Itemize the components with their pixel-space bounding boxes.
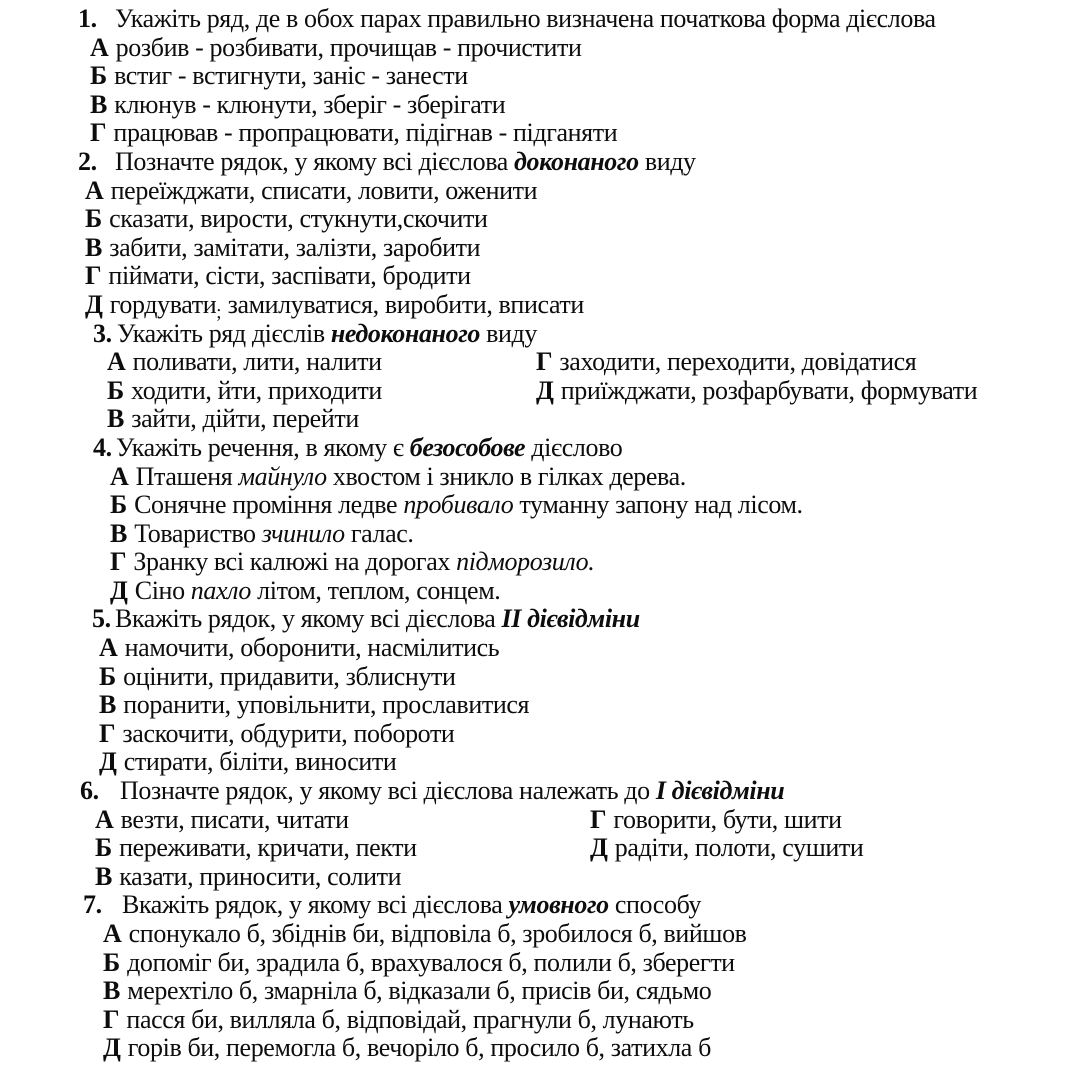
text-segment: поливати, лити, налити: [132, 347, 382, 377]
question-title: [116, 433, 622, 462]
text-segment: І дієвідміни: [655, 776, 785, 806]
option-text: [561, 376, 977, 405]
option-letter: А: [107, 347, 126, 377]
option-letter: Б: [110, 490, 127, 520]
text-segment: Позначте рядок, у якому всі дієслова: [115, 146, 515, 176]
text-segment: Сонячне проміння ледве: [134, 490, 404, 520]
option-text: [109, 233, 480, 262]
option-letter: Д: [536, 375, 554, 405]
option-letter: Б: [85, 204, 102, 234]
text-segment: намочити, оборонити, насмілитись: [124, 633, 500, 663]
text-segment: переїжджати, списати, ловити, оженити: [110, 175, 538, 205]
text-segment: встиг - встигнути, заніс - занести: [114, 61, 468, 91]
option-text: [126, 1005, 693, 1034]
text-segment: Вкажіть рядок, у якому всі дієслова: [122, 890, 509, 920]
option-А: [95, 806, 590, 835]
option-letter: А: [90, 32, 109, 62]
option-letter: Г: [99, 718, 116, 748]
option-Д: [0, 748, 1078, 777]
option-Д: [590, 834, 1078, 863]
option-text: [133, 347, 382, 376]
question-number: 3.: [93, 318, 112, 348]
question-heading: [0, 320, 1078, 349]
option-А: [0, 463, 1078, 492]
option-Б: [0, 491, 1078, 520]
text-segment: Товариство: [134, 518, 262, 548]
option-letter: В: [90, 89, 107, 119]
text-segment: заходити, переходити, довідатися: [559, 347, 917, 377]
text-segment: забити, замітати, залізти, заробити: [109, 232, 481, 262]
option-letter: Г: [90, 118, 107, 148]
text-segment: радіти, полоти, сушити: [614, 833, 864, 863]
option-Б: [0, 62, 1078, 91]
option-В: [0, 520, 1078, 549]
option-text: [114, 90, 505, 119]
text-segment: везти, писати, читати: [120, 804, 349, 834]
text-segment: доконаного: [514, 146, 639, 176]
option-Г: [536, 348, 1078, 377]
option-text: [613, 805, 841, 834]
text-segment: Зранку всі калюжі на дорогах: [133, 547, 457, 577]
option-letter: Г: [110, 547, 127, 577]
question-title: [122, 890, 701, 919]
option-letter: В: [99, 690, 116, 720]
question-heading: [0, 777, 1078, 806]
question-heading: [0, 434, 1078, 463]
text-segment: умовного: [508, 890, 609, 920]
text-segment: Укажіть ряд дієслів: [117, 318, 331, 348]
option-А: [0, 34, 1078, 63]
option-А: [0, 634, 1078, 663]
option-text: [127, 948, 735, 977]
text-segment: допоміг би, зрадила б, врахувалося б, полили б, зберегти: [127, 947, 735, 977]
option-letter: А: [103, 919, 122, 948]
question-heading: [0, 148, 1078, 177]
option-letter: Б: [90, 61, 107, 91]
option-letter: Г: [85, 261, 102, 291]
text-segment: пасся би, вилляла б, відповідай, прагнули б, лунають: [126, 1004, 694, 1034]
option-letter: Д: [85, 289, 103, 319]
options-two-column: [0, 348, 1078, 434]
text-segment: казати, приносити, солити: [119, 861, 402, 891]
option-letter: Б: [107, 375, 124, 405]
option-letter: А: [95, 804, 114, 834]
option-text: [134, 519, 413, 548]
text-segment: ІІ дієвідміни: [501, 604, 640, 634]
text-segment: замилуватися, виробити, вписати: [221, 289, 584, 319]
option-В: [0, 234, 1078, 263]
option-letter: Г: [103, 1004, 120, 1034]
option-letter: В: [85, 232, 102, 262]
option-Б: [95, 834, 590, 863]
question-list: [0, 5, 1078, 1063]
text-segment: виду: [638, 146, 696, 176]
option-А: [0, 177, 1078, 206]
option-text: [123, 690, 529, 719]
option-letter: А: [110, 461, 129, 491]
option-text: [134, 490, 803, 519]
question-title: [115, 4, 936, 33]
text-segment: розбив - розбивати, прочищав - прочистити: [115, 32, 582, 62]
option-Г: [0, 1006, 1078, 1035]
option-Г: [0, 262, 1078, 291]
option-letter: Г: [536, 347, 553, 377]
option-text: [127, 976, 711, 1005]
option-text: [136, 462, 686, 491]
text-segment: говорити, бути, шити: [613, 804, 842, 834]
text-segment: Сіно: [134, 575, 191, 605]
question-heading: [0, 5, 1078, 34]
text-segment: пахло: [190, 575, 252, 605]
option-В: [95, 863, 590, 892]
text-segment: працював - пропрацювати, підігнав - підганяти: [113, 118, 618, 148]
option-letter: Б: [95, 833, 112, 863]
question-6: [0, 777, 1078, 891]
text-segment: Укажіть ряд, де в обох парах правильно визначена початкова форма дієслова: [115, 4, 936, 33]
option-text: [111, 176, 538, 205]
text-segment: сказати, вирости, стукнути,скочити: [109, 204, 488, 234]
option-text: [123, 662, 455, 691]
text-segment: оцінити, придавити, зблиснути: [123, 661, 456, 691]
option-Б: [0, 205, 1078, 234]
option-letter: Д: [99, 747, 117, 777]
option-text: [116, 33, 582, 62]
option-text: [119, 862, 401, 891]
question-title: [115, 147, 696, 176]
option-Г: [0, 119, 1078, 148]
text-segment: переживати, кричати, пекти: [119, 833, 417, 863]
option-letter: В: [107, 404, 124, 434]
text-segment: мерехтіло б, змарніла б, відказали б, присів би, сядьмо: [127, 976, 712, 1006]
text-segment: Позначте рядок, у якому всі дієслова належать до: [120, 776, 656, 806]
question-title: [117, 319, 537, 348]
option-letter: В: [95, 861, 112, 891]
option-text: [114, 61, 468, 90]
text-segment: ходити, йти, приходити: [131, 375, 382, 405]
question-number: 6.: [80, 776, 99, 806]
text-segment: клюнув - клюнути, зберіг - зберігати: [114, 89, 506, 119]
option-letter: А: [99, 633, 118, 663]
question-number: 2.: [78, 146, 97, 176]
text-segment: приїжджати, розфарбувати, формувати: [560, 375, 978, 405]
option-Б: [0, 949, 1078, 978]
question-7: [0, 891, 1078, 1063]
text-segment: зайти, дійти, перейти: [131, 404, 359, 434]
option-В: [107, 405, 536, 434]
text-segment: спонукало б, збіднів би, відповіла б, зробилося б, вийшов: [128, 919, 747, 948]
option-text: [108, 261, 470, 290]
text-segment: ;: [216, 302, 222, 324]
question-1: [0, 5, 1078, 148]
option-В: [0, 691, 1078, 720]
option-Д: [0, 1034, 1078, 1063]
question-title: [120, 776, 784, 805]
option-text: [135, 576, 501, 605]
option-text: [125, 633, 500, 662]
option-letter: Д: [590, 833, 608, 863]
option-Б: [0, 663, 1078, 692]
text-segment: гордувати: [109, 289, 217, 319]
question-number: 5.: [92, 604, 111, 634]
text-segment: піймати, сісти, заспівати, бродити: [108, 261, 471, 291]
option-text: [119, 833, 417, 862]
option-Г: [0, 548, 1078, 577]
question-4: [0, 434, 1078, 606]
option-Г: [0, 720, 1078, 749]
option-text: [129, 919, 747, 948]
text-segment: безособове: [409, 432, 526, 462]
option-text: [133, 547, 594, 576]
option-letter: Б: [99, 661, 116, 691]
text-segment: туманну запону над лісом.: [513, 490, 803, 520]
option-text: [124, 747, 397, 776]
option-letter: Г: [590, 804, 607, 834]
text-segment: заскочити, обдурити, побороти: [122, 718, 455, 748]
option-А: [107, 348, 536, 377]
option-text: [128, 1033, 711, 1062]
text-segment: пробивало: [403, 490, 514, 520]
option-text: [559, 347, 916, 376]
text-segment: підморозило.: [456, 547, 595, 577]
option-Б: [107, 377, 536, 406]
text-segment: Пташеня: [135, 461, 239, 491]
option-text: [109, 289, 584, 324]
option-text: [131, 404, 359, 433]
question-heading: [0, 891, 1078, 920]
option-text: [615, 833, 864, 862]
question-heading: [0, 605, 1078, 634]
option-Д: [536, 377, 1078, 406]
option-text: [122, 719, 454, 748]
text-segment: Укажіть речення, в якому є: [116, 432, 410, 462]
text-segment: Вкажіть рядок, у якому всі дієслова: [115, 604, 502, 634]
option-letter: А: [85, 175, 104, 205]
text-segment: недоконаного: [330, 318, 481, 348]
option-letter: Д: [103, 1033, 121, 1063]
question-number: 7.: [83, 890, 102, 920]
text-segment: літом, теплом, сонцем.: [251, 575, 501, 605]
question-number: 4.: [93, 432, 112, 462]
question-title: [115, 604, 640, 633]
option-А: [0, 920, 1078, 949]
option-letter: Б: [103, 947, 120, 977]
text-segment: поранити, уповільнити, прославитися: [123, 690, 530, 720]
text-segment: майнуло: [238, 461, 327, 491]
option-text: [109, 204, 487, 233]
option-text: [131, 376, 382, 405]
question-3: [0, 320, 1078, 434]
option-letter: В: [103, 976, 120, 1006]
text-segment: хвостом і зникло в гілках дерева.: [326, 461, 686, 491]
options-two-column: [0, 806, 1078, 892]
option-В: [0, 977, 1078, 1006]
option-В: [0, 91, 1078, 120]
question-5: [0, 605, 1078, 777]
text-segment: зчинило: [261, 518, 345, 548]
question-2: [0, 146, 1078, 324]
text-segment: виду: [480, 318, 538, 348]
text-segment: галас.: [344, 518, 414, 548]
option-Д: [0, 577, 1078, 606]
option-text: [113, 118, 617, 147]
option-Г: [590, 806, 1078, 835]
text-segment: дієслово: [525, 432, 623, 462]
option-letter: Д: [110, 575, 128, 605]
question-number: 1.: [78, 4, 97, 33]
option-Д: [0, 289, 1078, 324]
text-segment: горів би, перемогла б, вечоріло б, просило б, затихла б: [127, 1033, 711, 1063]
text-segment: способу: [608, 890, 702, 920]
option-letter: В: [110, 518, 127, 548]
option-text: [121, 805, 349, 834]
text-segment: стирати, біліти, виносити: [123, 747, 397, 777]
